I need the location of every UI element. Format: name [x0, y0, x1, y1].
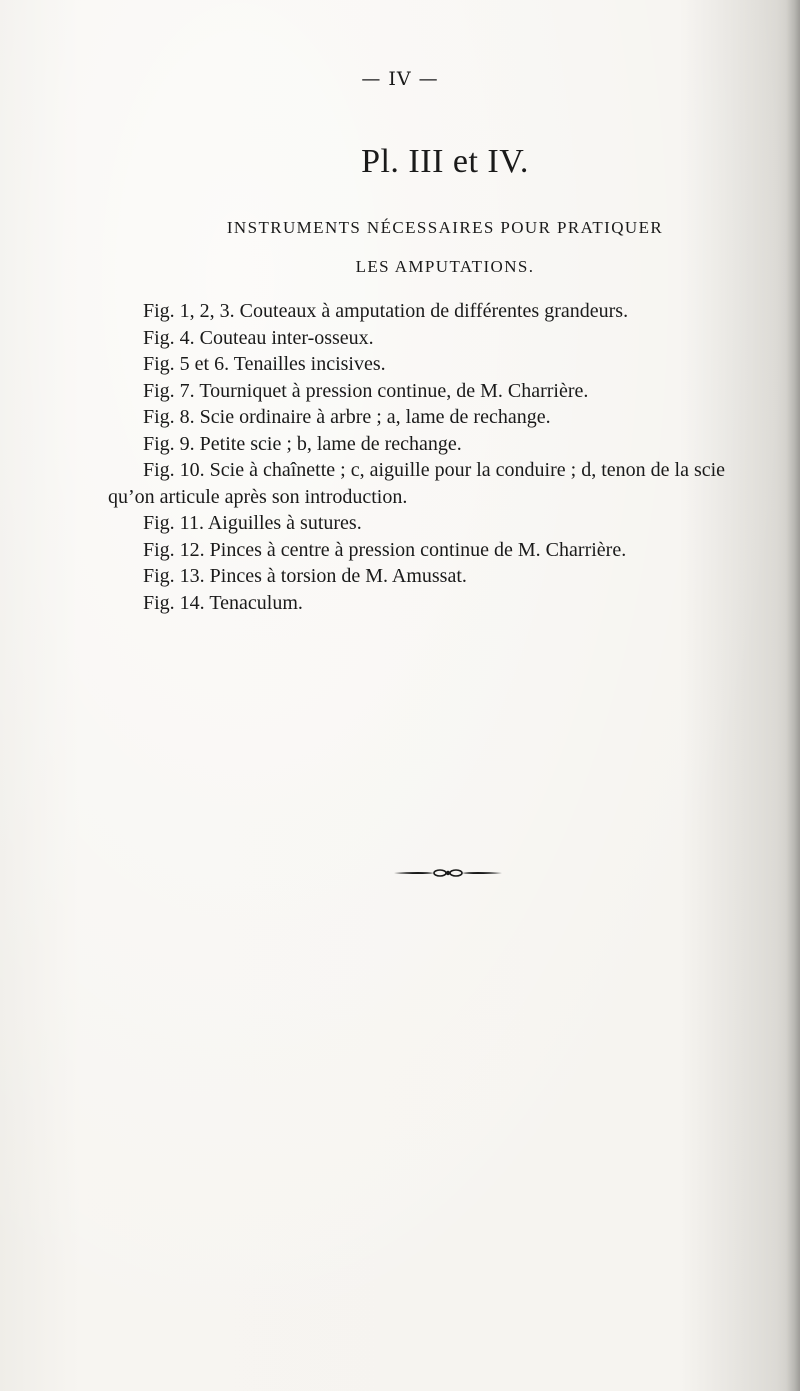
figure-list [0, 298, 800, 616]
figure-entry: Fig. 10. Scie à chaînette ; c, aiguille pour la conduire ; d, tenon de la scie qu’on articule après son introduction. [108, 459, 726, 508]
ornament-fleuron-icon [392, 862, 504, 884]
page-edge-shadow [786, 0, 800, 1391]
figure-entry: Fig. 13. Pinces à torsion de M. Amussat. [143, 565, 467, 587]
figure-entry: Fig. 9. Petite scie ; b, lame de rechange. [143, 432, 462, 455]
running-head: — IV — [361, 68, 439, 90]
section-heading-line-2: LES AMPUTATIONS. [355, 257, 535, 276]
section-heading-line-1: INSTRUMENTS NÉCESSAIRES POUR PRATIQUER [226, 218, 664, 237]
figure-entry: Fig. 14. Tenaculum. [143, 591, 303, 614]
figure-entry: Fig. 1, 2, 3. Couteaux à amputation de différentes grandeurs. [143, 300, 629, 322]
figure-entry: Fig. 7. Tourniquet à pression continue, de M. Charrière. [143, 379, 589, 402]
figure-entry: Fig. 12. Pinces à centre à pression continue de M. Charrière. [143, 538, 627, 561]
figure-entry: Fig. 11. Aiguilles à sutures. [143, 512, 362, 534]
figure-entry: Fig. 4. Couteau inter-osseux. [143, 326, 374, 349]
plate-title: Pl. III et IV. [361, 143, 529, 180]
figure-entry: Fig. 8. Scie ordinaire à arbre ; a, lame de rechange. [143, 406, 551, 428]
figure-entry: Fig. 5 et 6. Tenailles incisives. [143, 353, 386, 375]
